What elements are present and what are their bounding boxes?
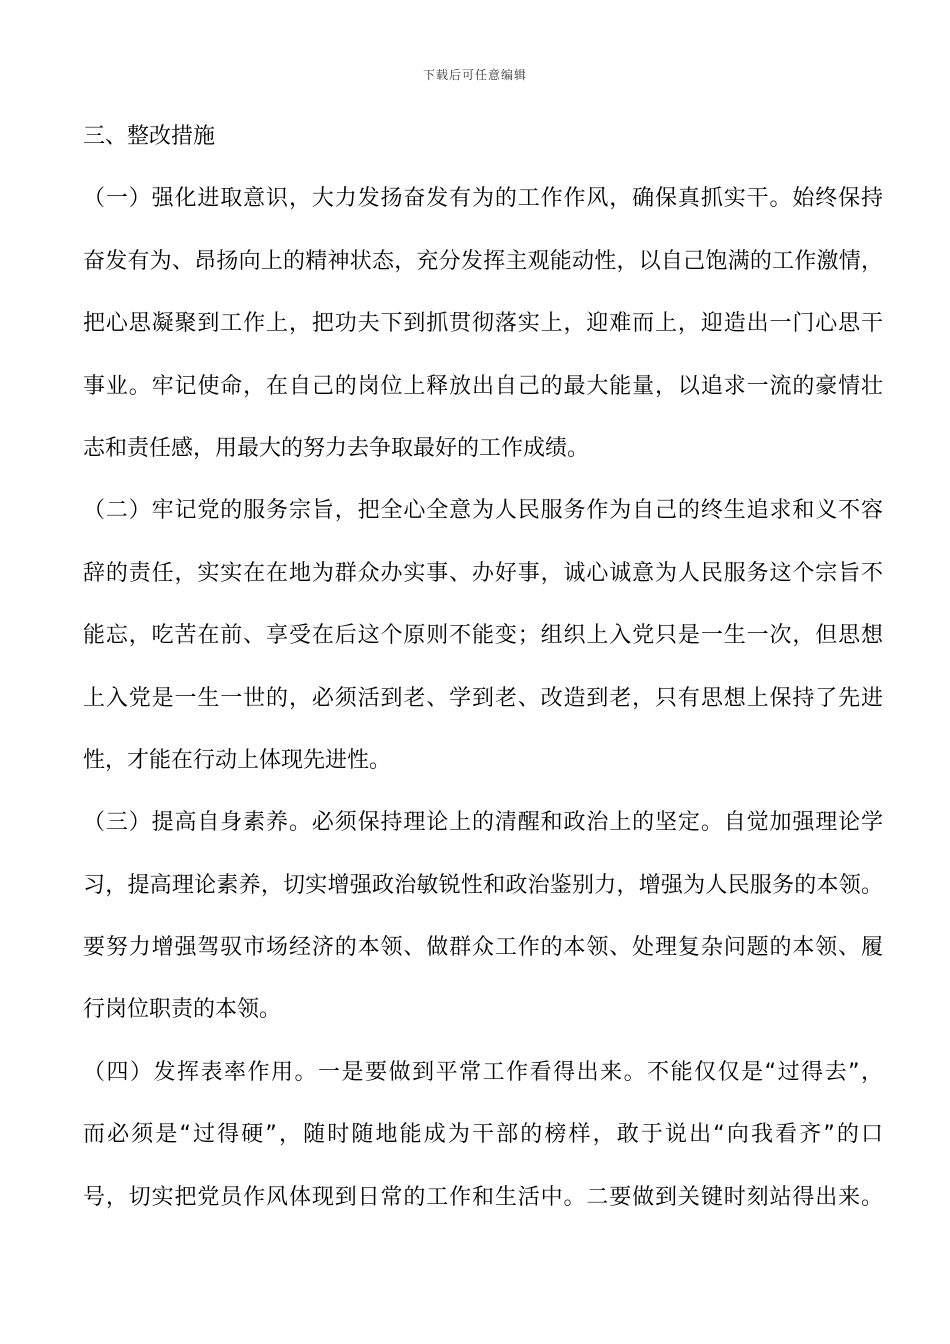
text-line: 行岗位职责的本领。: [83, 997, 282, 1023]
text-line: 辞的责任，实实在在地为群众办实事、办好事，诚心诚意为人民服务这个宗旨不: [83, 560, 883, 586]
text-line: 上入党是一生一世的，必须活到老、学到老、改造到老，只有思想上保持了先进: [83, 685, 883, 711]
text-line: 性，才能在行动上体现先进性。: [83, 747, 392, 773]
text-line: 习，提高理论素养，切实增强政治敏锐性和政治鉴别力，增强为人民服务的本领。: [83, 872, 883, 898]
text-line: （四）发挥表率作用。一是要做到平常工作看得出来。不能仅仅是“过得去”，: [83, 1059, 883, 1085]
text-line: 能忘，吃苦在前、享受在后这个原则不能变；组织上入党只是一生一次，但思想: [83, 623, 883, 649]
text-line: （一）强化进取意识，大力发扬奋发有为的工作作风，确保真抓实干。始终保持: [83, 186, 883, 212]
text-line: 志和责任感，用最大的努力去争取最好的工作成绩。: [83, 435, 590, 461]
text-line: 而必须是“过得硬”，随时随地能成为干部的榜样，敢于说出“向我看齐”的口: [83, 1122, 883, 1148]
text-line: （二）牢记党的服务宗旨，把全心全意为人民服务作为自己的终生追求和义不容: [83, 498, 883, 524]
text-line: 奋发有为、昂扬向上的精神状态，充分发挥主观能动性，以自己饱满的工作激情，: [83, 248, 883, 274]
document-body: [83, 118, 883, 1241]
text-line: 号，切实把党员作风体现到日常的工作和生活中。二要做到关键时刻站得出来。: [83, 1184, 883, 1210]
text-line: 事业。牢记使命，在自己的岗位上释放出自己的最大能量，以追求一流的豪情壮: [83, 373, 883, 399]
text-line: （三）提高自身素养。必须保持理论上的清醒和政治上的坚定。自觉加强理论学: [83, 810, 883, 836]
section-heading: 三、整改措施: [83, 124, 216, 149]
text-line: 要努力增强驾驭市场经济的本领、做群众工作的本领、处理复杂问题的本领、履: [83, 935, 883, 961]
page-header-note: 下载后可任意编辑: [422, 68, 527, 82]
text-line: 把心思凝聚到工作上，把功夫下到抓贯彻落实上，迎难而上，迎造出一门心思干: [83, 311, 883, 337]
